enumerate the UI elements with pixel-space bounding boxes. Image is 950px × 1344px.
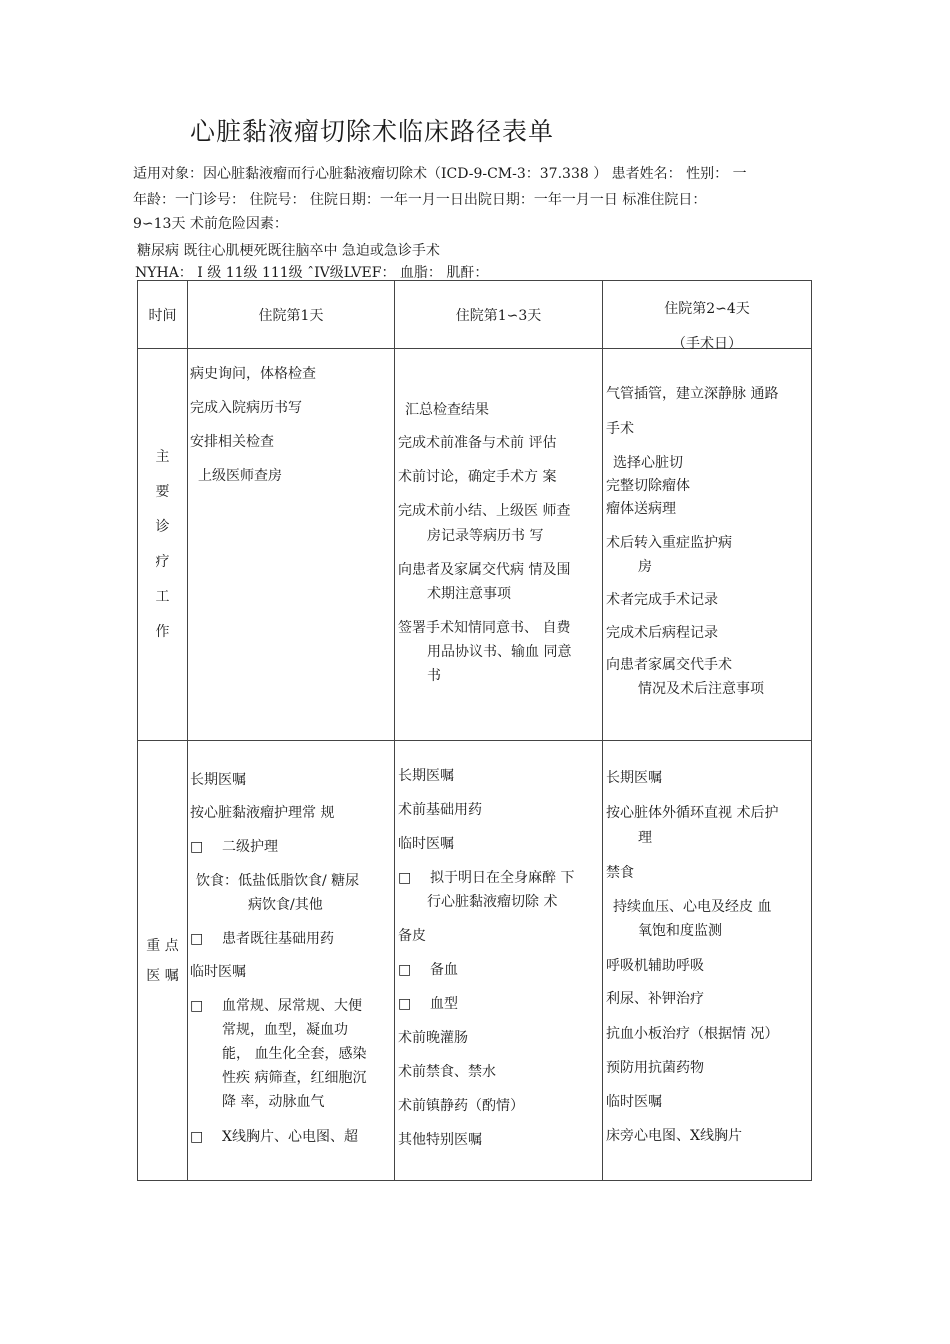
label-line: 重 点 bbox=[146, 937, 179, 954]
list-item: 饮食：低盐低脂饮食/ 糖尿 bbox=[196, 873, 360, 889]
key-orders-day2-4 bbox=[603, 741, 812, 1181]
list-item: 术前禁食、禁水 bbox=[398, 1064, 496, 1080]
section-key-orders bbox=[138, 741, 812, 1181]
list-item: 按心脏黏液瘤护理常 规 bbox=[190, 805, 335, 821]
list-item: 预防用抗菌药物 bbox=[606, 1060, 704, 1076]
list-item: 安排相关检查 bbox=[190, 434, 274, 450]
list-item: 临时医嘱 bbox=[190, 964, 246, 980]
checkbox-item: □ 血常规、尿常规、大便 bbox=[190, 997, 362, 1015]
list-item-cont: 理 bbox=[638, 830, 652, 846]
list-item-cont: 病饮食/其他 bbox=[248, 897, 323, 913]
list-item-cont: 能， 血生化全套，感染 bbox=[222, 1046, 367, 1062]
key-orders-day1 bbox=[188, 741, 395, 1181]
meta-line-5: NYHA： I 级 11级 111级 ˆIV级LVEF： 血脂： 肌酐： bbox=[135, 265, 489, 281]
meta-line-2: 年龄：一门诊号： 住院号： 住院日期：一年一月一日出院日期：一年一月一日 标准住院日： bbox=[133, 192, 707, 208]
list-item: 向患者及家属交代病 情及围 bbox=[398, 562, 571, 578]
checkbox-item: □ 二级护理 bbox=[190, 838, 278, 856]
section-main-work bbox=[138, 349, 812, 741]
list-item: 术前晚灌肠 bbox=[398, 1030, 468, 1046]
list-item: 汇总检查结果 bbox=[405, 402, 489, 418]
list-item: 床旁心电图、X线胸片 bbox=[606, 1128, 742, 1144]
table-header-row bbox=[138, 281, 812, 349]
list-item: 禁食 bbox=[606, 865, 634, 881]
list-item: 临时医嘱 bbox=[606, 1094, 662, 1110]
list-item: 持续血压、心电及经皮 血 bbox=[613, 899, 772, 915]
checkbox-item: □ 患者既往基础用药 bbox=[190, 930, 334, 948]
list-item: 瘤体送病理 bbox=[606, 501, 676, 517]
list-item: 长期医嘱 bbox=[398, 768, 454, 784]
list-item: 长期医嘱 bbox=[190, 772, 246, 788]
header-day2-4-sub: （手术日） bbox=[672, 336, 742, 352]
list-item: 完成术前准备与术前 评估 bbox=[398, 435, 557, 451]
list-item: 病史询问，体格检查 bbox=[190, 366, 316, 382]
list-item: 完成入院病历书写 bbox=[190, 400, 302, 416]
list-item-cont: 房记录等病历书 写 bbox=[427, 528, 544, 544]
list-item-cont: 术期注意事项 bbox=[427, 586, 511, 602]
list-item-cont: 情况及术后注意事项 bbox=[638, 681, 764, 697]
list-item-cont: 氧饱和度监测 bbox=[638, 923, 722, 939]
header-day1: 住院第1天 bbox=[188, 281, 395, 349]
meta-line-3: 9∽13天 术前危险因素： bbox=[133, 216, 288, 232]
label-char: 要 bbox=[155, 483, 170, 500]
list-item: 气管插管，建立深静脉 通路 bbox=[606, 386, 779, 402]
main-work-day2-4 bbox=[603, 349, 812, 741]
list-item: 抗血小板治疗（根据情 况） bbox=[606, 1026, 779, 1042]
clinical-pathway-table bbox=[137, 280, 812, 1181]
list-item-cont: 房 bbox=[638, 559, 652, 575]
label-char: 作 bbox=[155, 623, 170, 640]
list-item: 长期医嘱 bbox=[606, 770, 662, 786]
header-day2-4-label: 住院第2∽4天 bbox=[664, 301, 750, 317]
list-item: 按心脏体外循环直视 术后护 bbox=[606, 805, 779, 821]
list-item: 术前镇静药（酌情） bbox=[398, 1098, 524, 1114]
list-item-cont: 性疾 病筛查，红细胞沉 bbox=[222, 1070, 367, 1086]
meta-line-4: 糖尿病 既往心肌梗死既往脑卒中 急迫或急诊手术 bbox=[137, 243, 440, 259]
checkbox-item: □ 备血 bbox=[398, 961, 458, 979]
header-day1-3: 住院第1∽3天 bbox=[395, 281, 603, 349]
header-day2-4 bbox=[603, 281, 812, 352]
list-item: 完整切除瘤体 bbox=[606, 478, 690, 494]
list-item-cont: 行心脏黏液瘤切除 术 bbox=[427, 894, 558, 910]
list-item: 术者完成手术记录 bbox=[606, 592, 718, 608]
list-item-cont: 用品协议书、输血 同意 bbox=[427, 644, 572, 660]
checkbox-item: □ 血型 bbox=[398, 995, 458, 1013]
list-item: 术前基础用药 bbox=[398, 802, 482, 818]
meta-line-1: 适用对象：因心脏黏液瘤而行心脏黏液瘤切除术（ICD-9-CM-3：37.338 ） 患者姓名： 性别： 一 bbox=[133, 166, 747, 182]
label-char: 主 bbox=[155, 448, 170, 465]
list-item: 选择心脏切 bbox=[613, 455, 683, 471]
list-item: 签署手术知情同意书、 自费 bbox=[398, 620, 571, 636]
list-item: 临时医嘱 bbox=[398, 836, 454, 852]
list-item: 术后转入重症监护病 bbox=[606, 535, 732, 551]
list-item: 其他特别医嘱 bbox=[398, 1132, 482, 1148]
section-main-work-label bbox=[138, 349, 188, 741]
header-time: 时间 bbox=[138, 281, 188, 349]
key-orders-day1-3 bbox=[395, 741, 603, 1181]
list-item: 完成术前小结、上级医 师查 bbox=[398, 503, 571, 519]
label-line: 医 嘱 bbox=[146, 967, 179, 984]
label-char: 工 bbox=[155, 588, 170, 605]
label-char: 诊 bbox=[155, 518, 170, 535]
list-item: 备皮 bbox=[398, 928, 426, 944]
checkbox-item: □ 拟于明日在全身麻醉 下 bbox=[398, 869, 574, 887]
list-item-cont: 常规，血型，凝血功 bbox=[222, 1022, 348, 1038]
list-item: 向患者家属交代手术 bbox=[606, 657, 732, 673]
checkbox-item: □ X线胸片、心电图、超 bbox=[190, 1128, 358, 1146]
list-item: 上级医师查房 bbox=[198, 468, 282, 484]
list-item: 呼吸机辅助呼吸 bbox=[606, 958, 704, 974]
list-item: 术前讨论，确定手术方 案 bbox=[398, 469, 557, 485]
list-item-cont: 书 bbox=[427, 668, 441, 684]
list-item: 手术 bbox=[606, 421, 634, 437]
page-title: 心脏黏液瘤切除术临床路径表单 bbox=[190, 117, 555, 146]
main-work-day1 bbox=[188, 349, 395, 741]
list-item: 完成术后病程记录 bbox=[606, 625, 718, 641]
section-key-orders-label bbox=[138, 741, 188, 1181]
list-item: 利尿、补钾治疗 bbox=[606, 991, 704, 1007]
list-item-cont: 降 率，动脉血气 bbox=[222, 1094, 325, 1110]
label-char: 疗 bbox=[155, 553, 170, 570]
main-work-day1-3 bbox=[395, 349, 603, 741]
